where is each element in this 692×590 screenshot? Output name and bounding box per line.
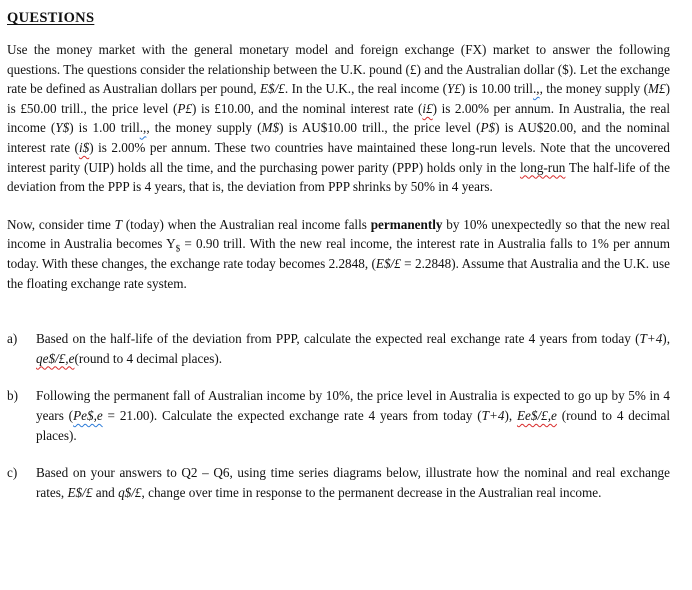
scenario-paragraph: Now, consider time T (today) when the Australian real income falls permanently by 10% unexpectedly so that the new real income in Australia becomes $Y_{\$} = 0.90$ trill. With the new real income, the interest rate in Australia falls to 1% per annum today. With these changes, the exchange rate today becomes 2.2848, (E$/£ = 2.2848). Assume that Australia and the U.K. use the floating exchange rate system.	[7, 216, 670, 291]
au-price-level-symbol: P$	[480, 120, 496, 136]
spelling-squiggle: long-run	[519, 159, 566, 175]
exchange-rate-symbol: E$/£	[67, 484, 93, 500]
au-interest-symbol: i$	[78, 139, 90, 155]
question-label: b)	[7, 388, 18, 404]
exchange-rate-symbol: E$/£	[259, 81, 285, 97]
time-symbol: T	[114, 216, 122, 232]
question-a	[7, 329, 670, 368]
grammar-squiggle: .,	[139, 120, 147, 136]
emphasis-permanently: permanently	[370, 216, 443, 232]
au-real-income-symbol: Y$	[55, 120, 70, 136]
uk-money-supply-symbol: M£	[647, 81, 666, 97]
expected-exchange-rate-symbol: Ee$/£,e	[516, 407, 557, 423]
question-text: Based on the half-life of the deviation from PPP, calculate the expected real exchange rate 4 years from today (T+4), qe$/£,e(round to 4 decimal places).	[36, 331, 670, 366]
question-text: Based on your answers to Q2 – Q6, using time series diagrams below, illustrate how the nominal and real exchange rates, E$/£ and q$/£, change over time in response to the permanent decrease in the Australian real income.	[36, 465, 670, 500]
uk-interest-symbol: i£	[422, 100, 433, 116]
real-exchange-rate-symbol: qe$/£,e	[36, 350, 75, 366]
question-b	[7, 386, 670, 445]
question-text: Following the permanent fall of Australian income by 10%, the price level in Australia is expected to go up by 5% in 4 years (Pe$,e = 21.00). Calculate the expected exchange rate 4 years from today (T+4), Ee$/£,e (round to 4 decimal places).	[36, 388, 671, 443]
page-heading: QUESTIONS	[7, 10, 95, 26]
question-c	[7, 463, 670, 502]
uk-real-income-symbol: Y£	[446, 81, 461, 97]
real-exchange-rate-symbol: q$/£	[118, 484, 142, 500]
uk-price-level-symbol: P£	[177, 100, 193, 116]
grammar-squiggle: .,	[532, 81, 540, 97]
au-money-supply-symbol: M$	[261, 120, 280, 136]
expected-price-symbol: Pe$,e	[73, 407, 103, 423]
exchange-rate-symbol: E$/£	[375, 255, 401, 271]
question-label: a)	[7, 331, 18, 347]
question-label: c)	[7, 465, 18, 481]
intro-paragraph: Use the money market with the general monetary model and foreign exchange (FX) market to answer the following questions. The questions consider the relationship between the U.K. pound (£) and the Australian dollar ($). Let the exchange rate be defined as Australian dollars per pound, E$/£. In the U.K., the real income (Y£) is 10.00 trill.,, the money supply (M£) is £50.00 trill., the price level (P£) is £10.00, and the nominal interest rate (i£) is 2.00% per annum. In Australia, the real income (Y$) is 1.00 trill.,, the money supply (M$) is AU$10.00 trill., the price level (P$) is AU$20.00, and the nominal interest rate (i$) is 2.00% per annum. These two countries have maintained these long-run levels. Note that the uncovered interest parity (UIP) holds all the time, and the purchasing power parity (PPP) holds only in the long-run The half-life of the deviation from the PPP is 4 years, that is, the deviation from PPP shrinks by 50% in 4 years.	[7, 42, 671, 195]
